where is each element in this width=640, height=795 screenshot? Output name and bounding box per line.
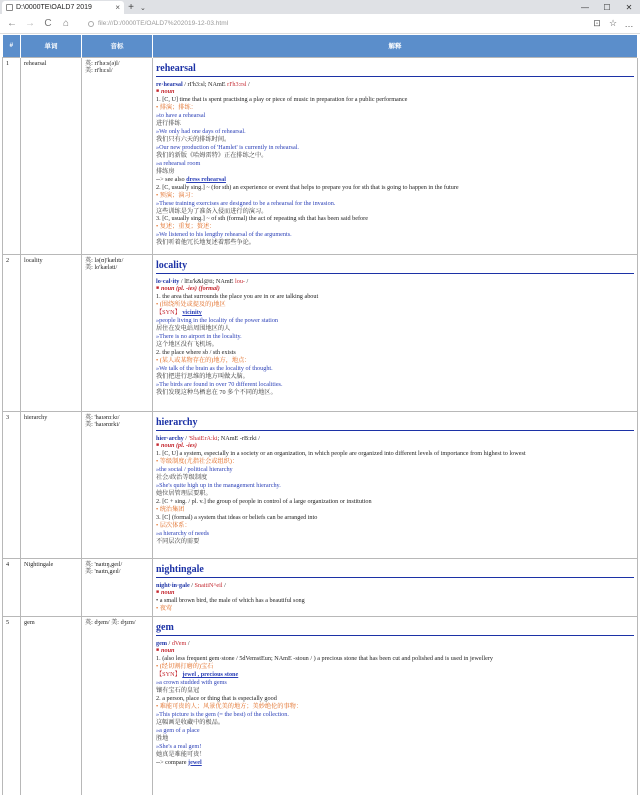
tab-close-icon[interactable]: × [115, 3, 120, 12]
reload-icon[interactable]: C [44, 18, 52, 29]
navigation-bar [0, 14, 640, 34]
cross-reference [156, 759, 634, 767]
table-row [3, 558, 638, 616]
word-cell: rehearsal [21, 57, 82, 254]
definition-text: 2. a person, place or thing that is especially good [156, 695, 277, 703]
pronunciation-line [156, 582, 634, 590]
chinese-translation: • 统治集团 [156, 505, 185, 513]
phonetic-cell [82, 411, 153, 558]
example-translation: 这些训练是为了准备入侵而进行的演习。 [156, 207, 268, 215]
reading-view-icon[interactable]: ⊡ [593, 18, 601, 28]
example-sentence: »a hierarchy of needs [156, 529, 210, 537]
example-sentence: »She's quite high up in the management hierarchy. [156, 482, 281, 490]
favorite-star-icon[interactable]: ☆ [608, 18, 618, 28]
headword-title: gem [156, 622, 634, 636]
pronunciation-part: ; NAmE -rB:rki / [217, 434, 260, 442]
definition-text: 3. [C] (formal) a system that ideas or beliefs can be arranged into [156, 513, 318, 521]
definition-text: 2. [C + sing. / pl. v.] the group of people in control of a large organization or institution [156, 498, 372, 505]
table-row [3, 254, 638, 411]
row-number: 5 [3, 616, 21, 795]
definition-text: 1. (also less frequent gem·stone / 5dVemstEun; NAmE -stoun / ) a precious stone that has been cut and polished and is used in jewellery [156, 655, 493, 663]
example-sentence: »Our new production of 'Hamlet' is currently in rehearsal. [156, 144, 299, 151]
example-sentence: »This picture is the gem (= the best) of the collection. [156, 710, 289, 718]
pronunciation-part: / [222, 581, 226, 589]
headword-title: hierarchy [156, 417, 634, 431]
phonetic-line: 美: 'haɪərɑrki/ [85, 421, 120, 429]
example-translation: 胜地 [156, 734, 169, 742]
chinese-translation: • 难能可贵的人；风景优美的地方；美妙绝伦的事物： [156, 703, 303, 710]
example-translation: 我们把进行思维的地方叫做大脑。 [156, 372, 249, 380]
pronunciation-line [156, 81, 634, 89]
example-sentence: »a crown studded with gems [156, 679, 227, 687]
definition-text: 1. the area that surrounds the place you are in or are talking about [156, 293, 319, 301]
word-cell: gem [21, 616, 82, 795]
example-sentence: »We listened to his lengthy rehearsal of the arguments. [156, 231, 292, 239]
tab-dropdown-icon[interactable]: ⌄ [140, 4, 146, 12]
pronunciation-part: lo·cal·ity [156, 277, 180, 285]
example-translation: 居住在发电站周围地区的人 [156, 325, 231, 333]
file-info-icon [88, 21, 94, 27]
reference-label: 【SYN】 [156, 309, 181, 317]
definition-text: • a small brown bird, the male of which has a beautiful song [156, 597, 305, 605]
example-sentence: »a gem of a place [156, 726, 200, 734]
word-cell: locality [21, 254, 82, 411]
phonetic-cell [82, 558, 153, 616]
tab-strip [0, 0, 640, 14]
example-sentence: »We only had one days of rehearsal. [156, 128, 246, 136]
example-sentence: »to have a rehearsal [156, 112, 206, 120]
phonetic-line: 英: ri'hə:s(ə)l/ [85, 59, 120, 67]
phonetic-cell [82, 616, 153, 795]
example-translation: 这幅画是收藏中的极品。 [156, 718, 225, 726]
example-sentence: »There is no airport in the locality. [156, 333, 242, 341]
reference-label: --> compare [156, 758, 189, 766]
part-of-speech: ■ noun [156, 589, 634, 597]
pronunciation-part: / [167, 639, 172, 647]
menu-icon[interactable]: … [624, 18, 634, 29]
home-icon[interactable]: ⌂ [62, 18, 70, 29]
pronunciation-part: lou- [235, 277, 245, 285]
example-translation: 我们只有六天的排练时间。 [156, 136, 231, 144]
phonetic-line: 英: 'naɪtɪŋ,geɪl/ [85, 560, 123, 568]
example-sentence: »people living in the locality of the power station [156, 317, 279, 325]
pronunciation-part: / [183, 434, 189, 442]
definition-text: 1. [C, U] a system, especially in a society or an organization, in which people are organized into different levels of importance from highest to lowest [156, 450, 526, 458]
pronunciation-part: hier·archy [156, 434, 184, 442]
address-bar[interactable] [84, 17, 582, 31]
col-word: 单词 [21, 35, 82, 57]
chinese-translation: • 夜莺 [156, 605, 173, 613]
example-translation: 我们听着他冗长地复述着那些争论。 [156, 239, 255, 247]
definition-cell [153, 254, 638, 411]
chinese-translation: • 排演；排练： [156, 104, 197, 112]
part-of-speech: ■ noun [156, 88, 634, 96]
new-tab-button[interactable]: + [128, 2, 134, 13]
phonetic-line: 美: 'naɪtn,geɪl/ [85, 568, 121, 576]
reference-link[interactable]: jewel [188, 758, 202, 766]
table-header [3, 35, 638, 57]
row-number: 3 [3, 411, 21, 558]
reference-label: 【SYN】 [156, 671, 181, 679]
definition-cell [153, 411, 638, 558]
maximize-button[interactable]: ☐ [603, 2, 611, 12]
example-translation: 她真是难能可贵！ [156, 750, 206, 758]
example-sentence: »The birds are found in over 70 different localities. [156, 380, 283, 388]
reference-link[interactable]: vicinity [182, 309, 202, 317]
table-row [3, 411, 638, 558]
synonym-line [156, 671, 634, 679]
word-cell: Nightingale [21, 558, 82, 616]
definition-cell [153, 616, 638, 795]
phonetic-line: 美: lo'kæləti/ [85, 264, 118, 272]
minimize-button[interactable]: — [581, 2, 589, 12]
part-of-speech: ■ noun [156, 647, 634, 655]
phonetic-line: 英: dʒem/ 美: dʒɛm/ [85, 618, 136, 626]
synonym-line [156, 309, 634, 317]
example-translation: 排练房 [156, 167, 175, 175]
cross-reference [156, 176, 634, 184]
pronunciation-part: rI'h3:rsl [227, 80, 247, 88]
example-sentence: »She's a real gem! [156, 742, 202, 750]
word-cell: hierarchy [21, 411, 82, 558]
close-window-button[interactable]: ✕ [625, 2, 633, 12]
active-tab[interactable] [2, 1, 124, 14]
url-text: file:///D:/0000TE/OALD7%202019-12-03.html [98, 20, 229, 27]
chinese-translation: • (某人或某物存在的)地方，地点： [156, 356, 251, 364]
col-num: # [3, 35, 21, 57]
table-row [3, 57, 638, 254]
tab-title: D:\0000TE\OALD7 2019 [16, 4, 92, 11]
pronunciation-part: SnaitiN^eil [194, 581, 223, 589]
chinese-translation: • 复述；重复；赘述： [156, 223, 216, 231]
example-translation: 社会/政治等级制度 [156, 474, 208, 482]
pronunciation-part: / [244, 277, 249, 285]
reference-label: --> see also [156, 175, 187, 183]
part-of-speech: ■ noun (pl. -ies) [156, 442, 634, 450]
row-number: 1 [3, 57, 21, 254]
back-icon[interactable]: ← [7, 18, 17, 29]
row-number: 4 [3, 558, 21, 616]
pronunciation-line [156, 640, 634, 648]
definition-text: 1. [C, U] time that is spent practising a play or piece of music in preparation for a public performance [156, 96, 408, 104]
phonetic-line: 英: lə(ʊ)'kælɪtɪ/ [85, 256, 124, 264]
pronunciation-part: 'ShaiErA:ki [188, 434, 218, 442]
chinese-translation: • (围绕所处或提及的)地区 [156, 301, 226, 309]
example-translation: 我们发现这种鸟栖息在 70 多个不同的地区。 [156, 388, 277, 396]
pronunciation-part: night·in·gale [156, 581, 190, 589]
page-content [0, 35, 640, 795]
pronunciation-part: / [246, 80, 250, 88]
pronunciation-part: / [186, 639, 190, 647]
page-icon [6, 4, 13, 11]
definition-cell [153, 57, 638, 254]
phonetic-cell [82, 254, 153, 411]
pronunciation-part: / [189, 581, 195, 589]
table-row [3, 616, 638, 795]
headword-title: nightingale [156, 564, 634, 578]
example-translation: 进行排练 [156, 120, 181, 128]
chinese-translation: • 预演；演习： [156, 191, 197, 199]
word-table [2, 35, 638, 795]
definition-text: 2. the place where sb / sth exists [156, 348, 236, 356]
definition-text: 2. [C, usually sing.] ~ (for sth) an experience or event that helps to prepare you for sth that is going to happen in the future [156, 183, 459, 191]
row-number: 2 [3, 254, 21, 411]
col-definition: 解释 [153, 35, 638, 57]
example-translation: 我们的新版《哈姆雷特》正在排练之中。 [156, 151, 268, 159]
chinese-translation: • (经切割打磨的)宝石 [156, 663, 214, 671]
example-sentence: »the social / political hierarchy [156, 466, 233, 474]
pronunciation-part: re·hearsal [156, 80, 183, 88]
phonetic-line: 美: ri'hɜ:sl/ [85, 67, 113, 75]
phonetic-line: 英: 'haɪərɑːkɪ/ [85, 413, 120, 421]
example-translation: 她位居管理层要职。 [156, 490, 212, 498]
example-translation: 镶有宝石的皇冠 [156, 687, 200, 695]
chinese-translation: • 等级制度(尤指社会或组织)： [156, 458, 239, 466]
pronunciation-part: / lEu'k&l@ti; NAmE [179, 277, 235, 285]
pronunciation-part: dVem [171, 639, 187, 647]
reference-link[interactable]: dress rehearsal [186, 175, 226, 183]
example-translation: 不同层次的需要 [156, 537, 200, 545]
part-of-speech: ■ noun (pl. -ies) (formal) [156, 285, 634, 293]
headword-title: locality [156, 260, 634, 274]
pronunciation-part: gem [156, 639, 167, 647]
example-sentence: »We talk of the brain as the locality of thought. [156, 364, 273, 372]
pronunciation-line [156, 278, 634, 286]
pronunciation-part: / rI'h3:sl; NAmE [182, 80, 228, 88]
definition-text: 3. [C, usually sing.] ~ of sth (formal) the act of repeating sth that has been said before [156, 215, 368, 223]
headword-title: rehearsal [156, 63, 634, 77]
definition-cell [153, 558, 638, 616]
col-phonetic: 音标 [82, 35, 153, 57]
phonetic-cell [82, 57, 153, 254]
forward-icon[interactable]: → [25, 18, 35, 29]
example-translation: 这个地区没有飞机场。 [156, 341, 218, 348]
pronunciation-line [156, 435, 634, 443]
example-sentence: »These training exercises are designed to be a rehearsal for the invasion. [156, 199, 336, 207]
example-sentence: »a rehearsal room [156, 159, 201, 167]
reference-link[interactable]: jewel , precious stone [182, 671, 239, 679]
chinese-translation: • 层次体系： [156, 521, 191, 529]
